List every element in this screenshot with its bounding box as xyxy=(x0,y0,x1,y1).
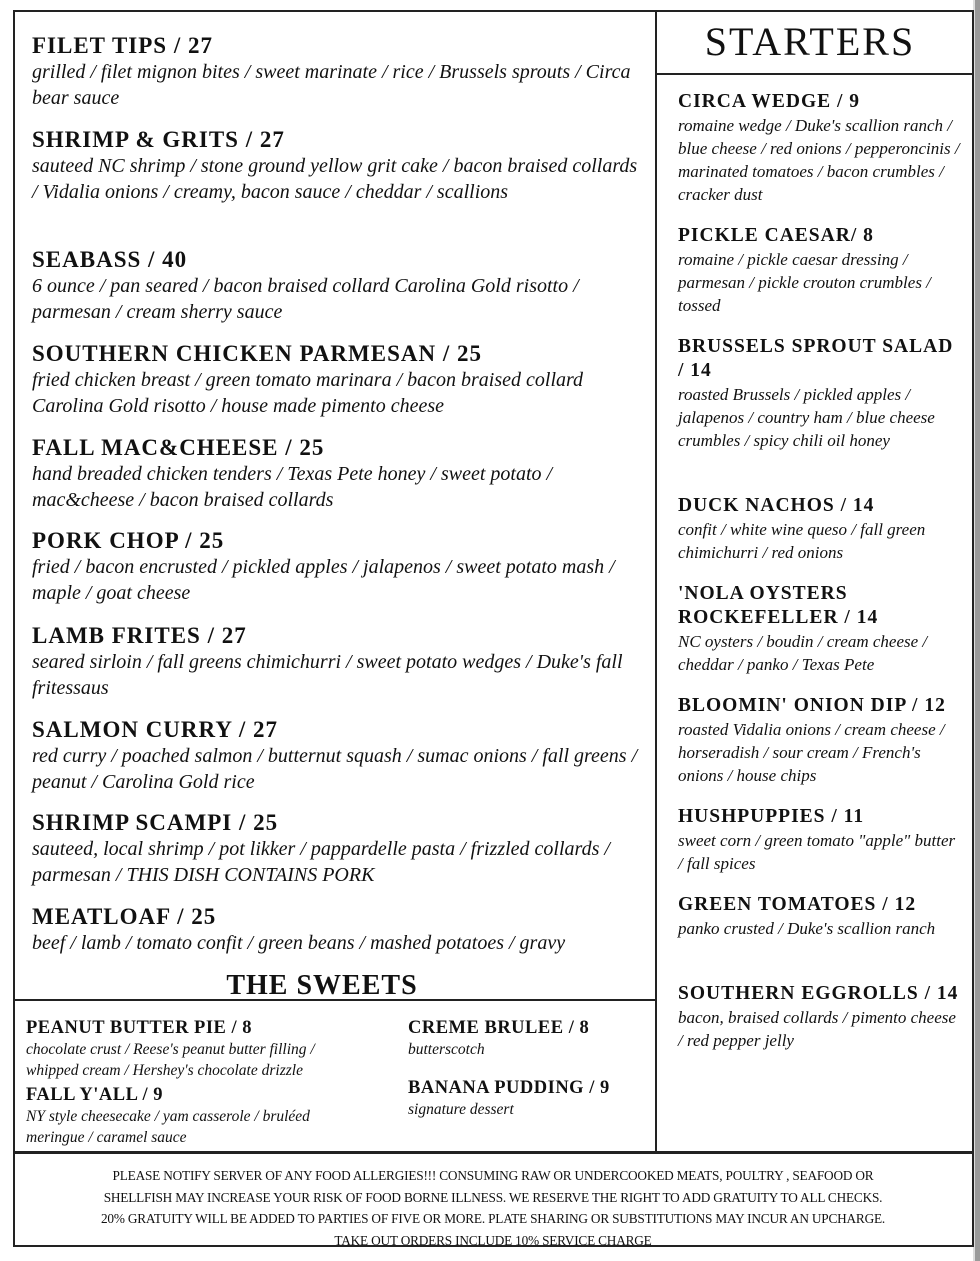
item-description: signature dessert xyxy=(408,1101,514,1118)
menu-item xyxy=(32,810,642,888)
item-title: SEABASS / 40 xyxy=(32,247,188,272)
menu-item xyxy=(32,247,642,325)
item-title: SOUTHERN CHICKEN PARMESAN / 25 xyxy=(32,341,482,366)
allergy-notice xyxy=(20,1165,966,1251)
item-description: fried chicken breast / green tomato marinara / bacon braised collard Carolina Gold risotto / house made pimento cheese xyxy=(32,369,584,417)
footer-divider xyxy=(13,1151,974,1154)
item-description: grilled / filet mignon bites / sweet marinate / rice / Brussels sprouts / Circa bear sauce xyxy=(32,61,631,109)
item-description: NC oysters / boudin / cream cheese / cheddar / panko / Texas Pete xyxy=(678,632,928,674)
item-title: LAMB FRITES / 27 xyxy=(32,623,247,648)
sweets-heading: THE SWEETS xyxy=(226,970,418,1001)
notice-line: PLEASE NOTIFY SERVER OF ANY FOOD ALLERGIES!!! CONSUMING RAW OR UNDERCOOKED MEATS, POULTRY , SEAFOOD OR xyxy=(112,1168,874,1183)
item-title: SHRIMP & GRITS / 27 xyxy=(32,127,285,152)
item-description: butterscotch xyxy=(408,1041,485,1058)
item-description: panko crusted / Duke's scallion ranch xyxy=(678,919,936,938)
menu-item xyxy=(32,341,642,419)
item-title: PORK CHOP / 25 xyxy=(32,528,225,553)
menu-item xyxy=(408,1077,648,1120)
menu-item xyxy=(26,1084,371,1148)
menu-item xyxy=(408,1017,648,1060)
column-divider xyxy=(655,10,657,1152)
starters-divider xyxy=(656,73,974,75)
menu-item xyxy=(32,528,642,606)
item-description: red curry / poached salmon / butternut squash / sumac onions / fall greens / peanut / Carolina Gold rice xyxy=(32,745,638,793)
item-title: FALL MAC&CHEESE / 25 xyxy=(32,435,325,460)
menu-item xyxy=(678,90,963,206)
item-description: sweet corn / green tomato "apple" butter / fall spices xyxy=(678,831,956,873)
starters-heading: STARTERS xyxy=(704,19,916,64)
menu-item xyxy=(32,904,642,956)
item-description: sauteed NC shrimp / stone ground yellow grit cake / bacon braised collards / Vidalia onions / creamy, bacon sauce / cheddar / scallions xyxy=(32,155,638,203)
item-description: fried / bacon encrusted / pickled apples / jalapenos / sweet potato mash / maple / goat cheese xyxy=(32,556,615,604)
notice-line: SHELLFISH MAY INCREASE YOUR RISK OF FOOD BORNE ILLNESS. WE RESERVE THE RIGHT TO ADD GRATUITY TO ALL CHECKS. xyxy=(103,1189,883,1205)
item-description: romaine / pickle caesar dressing / parmesan / pickle crouton crumbles / tossed xyxy=(678,250,931,315)
item-description: NY style cheesecake / yam casserole / bruléed meringue / caramel sauce xyxy=(26,1108,310,1146)
item-description: seared sirloin / fall greens chimichurri / sweet potato wedges / Duke's fall fritessaus xyxy=(32,651,623,699)
menu-item xyxy=(32,127,642,205)
item-title: SHRIMP SCAMPI / 25 xyxy=(32,810,279,835)
item-description: beef / lamb / tomato confit / green beans / mashed potatoes / gravy xyxy=(32,932,566,954)
item-title: PEANUT BUTTER PIE / 8 xyxy=(26,1018,253,1038)
item-description: 6 ounce / pan seared / bacon braised collard Carolina Gold risotto / parmesan / cream sherry sauce xyxy=(32,275,579,323)
item-title: DUCK NACHOS / 14 xyxy=(678,495,875,516)
menu-item xyxy=(678,582,963,676)
menu-item xyxy=(678,335,963,452)
menu-item xyxy=(32,33,642,111)
menu-item xyxy=(32,435,642,513)
menu-item xyxy=(32,623,642,701)
item-description: roasted Brussels / pickled apples / jalapenos / country ham / blue cheese crumbles / spicy chili oil honey xyxy=(678,385,935,450)
item-title: HUSHPUPPIES / 11 xyxy=(678,806,865,827)
menu-item xyxy=(678,694,963,787)
item-title: BANANA PUDDING / 9 xyxy=(408,1078,610,1098)
item-description: romaine wedge / Duke's scallion ranch / blue cheese / red onions / pepperoncinis / marinated tomatoes / bacon crumbles / cracker dust xyxy=(678,116,960,204)
menu-item xyxy=(678,893,963,940)
item-description: roasted Vidalia onions / cream cheese / horseradish / sour cream / French's onions / house chips xyxy=(678,720,945,785)
menu-item xyxy=(678,224,963,317)
item-description: bacon, braised collards / pimento cheese / red pepper jelly xyxy=(678,1008,956,1050)
item-title: FILET TIPS / 27 xyxy=(32,33,213,58)
notice-line: TAKE OUT ORDERS INCLUDE 10% SERVICE CHARGE xyxy=(334,1232,652,1248)
item-title: MEATLOAF / 25 xyxy=(32,904,217,929)
page-edge xyxy=(975,0,980,1261)
item-description: sauteed, local shrimp / pot likker / pappardelle pasta / frizzled collards / parmesan / THIS DISH CONTAINS PORK xyxy=(32,838,610,886)
item-description: hand breaded chicken tenders / Texas Pete honey / sweet potato / mac&cheese / bacon braised collards xyxy=(32,463,553,511)
item-title: SOUTHERN EGGROLLS / 14 xyxy=(678,983,959,1004)
item-title: FALL Y'ALL / 9 xyxy=(26,1085,164,1105)
item-title: CREME BRULEE / 8 xyxy=(408,1018,590,1038)
item-description: chocolate crust / Reese's peanut butter filling / whipped cream / Hershey's chocolate drizzle xyxy=(26,1041,315,1079)
menu-item xyxy=(678,805,963,875)
notice-line: 20% GRATUITY WILL BE ADDED TO PARTIES OF FIVE OR MORE. PLATE SHARING OR SUBSTITUTIONS MAY INCUR AN UPCHARGE. xyxy=(100,1211,886,1226)
item-title: CIRCA WEDGE / 9 xyxy=(678,91,861,112)
item-title: SALMON CURRY / 27 xyxy=(32,717,278,742)
item-title: BRUSSELS SPROUT SALAD / 14 xyxy=(678,336,954,381)
item-title: GREEN TOMATOES / 12 xyxy=(678,894,917,915)
menu-item xyxy=(678,494,963,564)
item-description: confit / white wine queso / fall green chimichurri / red onions xyxy=(678,520,926,562)
item-title: 'NOLA OYSTERS ROCKEFELLER / 14 xyxy=(678,583,879,628)
item-title: BLOOMIN' ONION DIP / 12 xyxy=(678,695,946,716)
menu-item xyxy=(32,717,642,795)
menu-item xyxy=(26,1017,371,1081)
item-title: PICKLE CAESAR/ 8 xyxy=(678,225,874,246)
menu-item xyxy=(678,982,963,1052)
